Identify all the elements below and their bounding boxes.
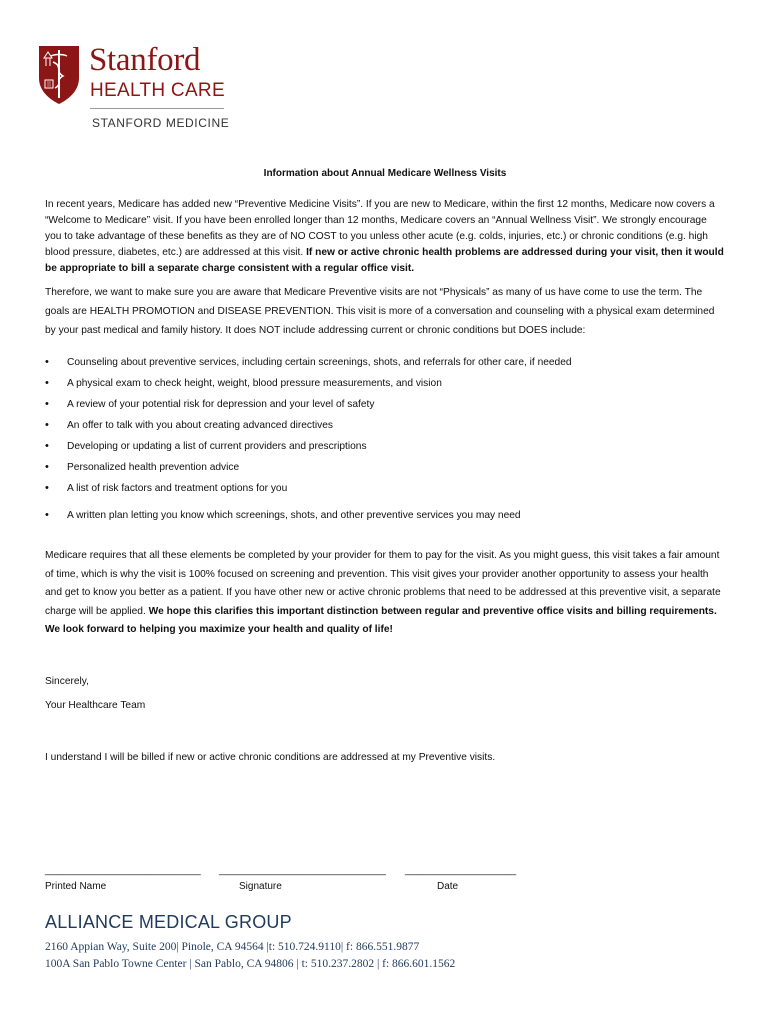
paragraph-three-text: Medicare requires that all these elements be completed by your provider for them to pay for the visit. As you might guess, this visit takes a fair amount of time, which is why the visit is 100% focused on screening and prevention. This visit gives your provider another opportunity to assess your health and get to know you better as a patient. If you have other new or active chronic problems that need to be addressed at this preventive visit, a separate charge will be applied.: [45, 550, 721, 617]
date-label: Date: [437, 881, 459, 892]
footer: [45, 912, 455, 973]
signature-field[interactable]: [219, 865, 386, 892]
list-item: • A list of risk factors and treatment options for you: [45, 478, 725, 499]
document-title: Information about Annual Medicare Wellness Visits: [263, 168, 507, 179]
list-item: • A physical exam to check height, weight, blood pressure measurements, and vision: [45, 373, 725, 394]
printed-name-label: Printed Name: [45, 881, 107, 892]
list-item: • A review of your potential risk for depression and your level of safety: [45, 394, 725, 415]
date-line: ____________________: [405, 865, 517, 876]
logo-subtitle: HEALTH CARE: [90, 80, 225, 101]
footer-address-line-2: 100A San Pablo Towne Center | San Pablo, CA 94806 | t: 510.237.2802 | f: 866.601.1562: [45, 958, 456, 970]
footer-address-line-1: 2160 Appian Way, Suite 200| Pinole, CA 94564 |t: 510.724.9110| f: 866.551.9877: [45, 941, 420, 953]
paragraph-three-bold-text: We hope this clarifies this important distinction between regular and preventive office visits and billing requirements. We look forward to helping you maximize your health and quality of life!: [45, 605, 717, 635]
paragraph-two: Therefore, we want to make sure you are aware that Medicare Preventive visits are not “Physicals” as many of us have come to use the term. The goals are HEALTH PROMOTION and DISEASE PREVENTION. This visit is more of a conversation and counseling with a physical exam determined by your past medical and family history. It does NOT include addressing current or chronic conditions but DOES include:: [45, 287, 715, 336]
closing-team: Your Healthcare Team: [45, 699, 146, 711]
document-body: [45, 166, 725, 766]
intro-text: In recent years, Medicare has added new “Preventive Medicine Visits”. If you are new to Medicare, within the first 12 months, Medicare now covers a “Welcome to Medicare” visit. If you have been enrolled longer than 12 months, Medicare covers an “Annual Wellness Visit”. We strongly encourage you to take advantage of these benefits as they are of NO COST to you unless other acute (e.g. colds, injuries, etc.) or chronic conditions (e.g. high blood pressure, diabetes, etc.) are addressed at this visit.: [45, 199, 715, 258]
signature-line: ______________________________: [219, 865, 386, 876]
footer-org-name: ALLIANCE MEDICAL GROUP: [45, 912, 292, 932]
date-field[interactable]: [405, 865, 516, 892]
footer-address: [45, 939, 455, 973]
list-item: • A written plan letting you know which screenings, shots, and other preventive services you may need: [45, 505, 725, 526]
list-item: • Counseling about preventive services, including certain screenings, shots, and referrals for other care, if needed: [45, 352, 725, 373]
signature-label: Signature: [239, 881, 282, 892]
printed-name-line: ____________________________: [45, 865, 201, 876]
logo-tagline: STANFORD MEDICINE: [92, 116, 230, 130]
logo-divider: [90, 108, 224, 109]
list-item: • Personalized health prevention advice: [45, 457, 725, 478]
list-item: • Developing or updating a list of current providers and prescriptions: [45, 436, 725, 457]
stanford-health-care-logo: [37, 44, 237, 128]
services-list: [45, 352, 725, 526]
acknowledgement-statement: I understand I will be billed if new or active chronic conditions are addressed at my Preventive visits.: [45, 751, 496, 763]
intro-bold-text: If new or active chronic health problems are addressed during your visit, then it would be appropriate to bill a separate charge consistent with a regular office visit.: [45, 247, 724, 274]
closing-sincerely: Sincerely,: [45, 675, 89, 687]
closing: [45, 674, 725, 714]
logo-name: Stanford: [89, 42, 201, 78]
intro-paragraph: [45, 197, 725, 277]
paragraph-three: [45, 547, 725, 640]
list-item: • An offer to talk with you about creating advanced directives: [45, 415, 725, 436]
printed-name-field[interactable]: [45, 865, 201, 892]
shield-caduceus-icon: [37, 44, 81, 106]
